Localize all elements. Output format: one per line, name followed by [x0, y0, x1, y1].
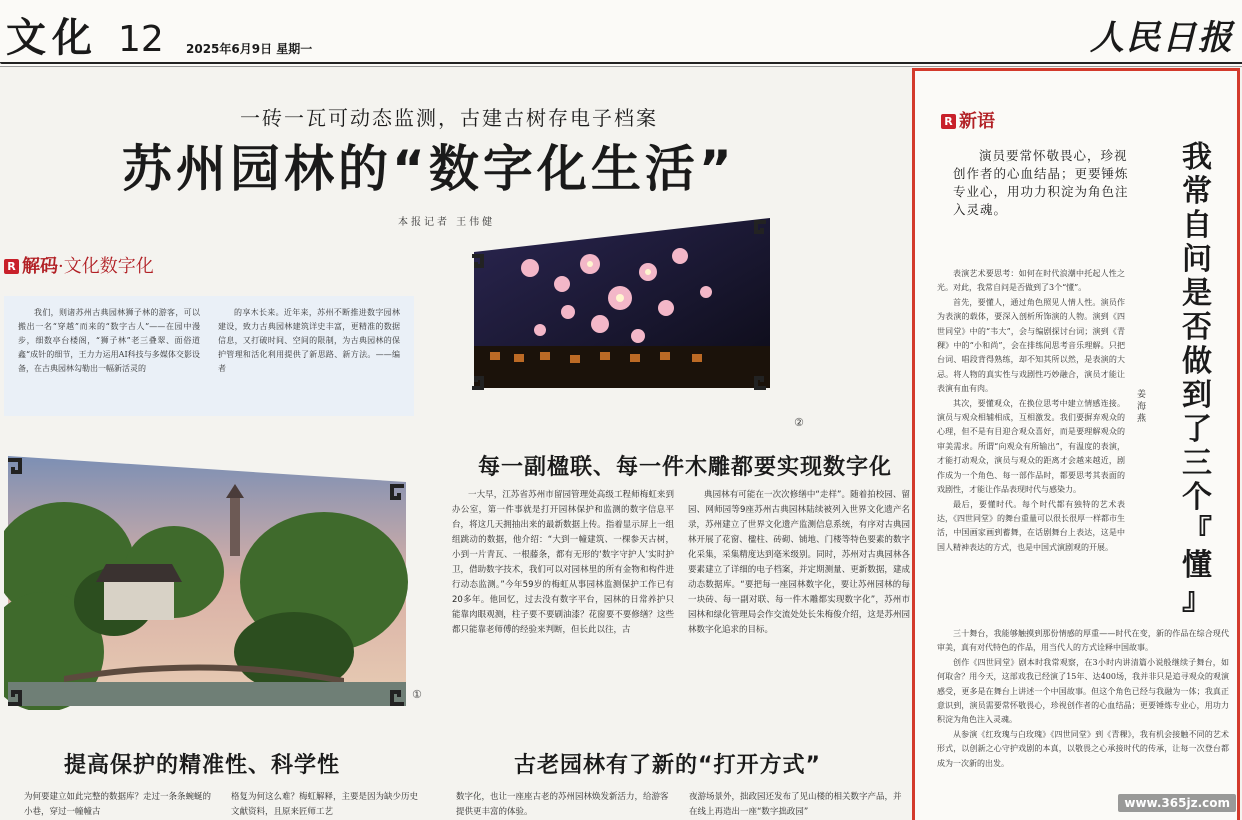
commentary-title-glyph: 到: [1182, 378, 1212, 413]
column-sub: ·文化数字化: [58, 256, 154, 277]
commentary-title-glyph: 是: [1182, 276, 1212, 311]
section-1-title: 每一副楹联、每一件木雕都要实现数字化: [478, 455, 893, 480]
section-1-body: [452, 488, 910, 704]
commentary-body: [937, 267, 1125, 555]
commentary-tag: [941, 107, 995, 133]
commentary-title-glyph: 『: [1182, 514, 1212, 549]
lead-byline: 本报记者 王伟健: [398, 217, 496, 228]
commentary-badge-icon: R: [941, 114, 956, 129]
commentary-title-glyph: 三: [1182, 446, 1212, 481]
commentary-paragraph: 其次，要懂观众，在换位思考中建立情感连接。演员与观众相辅相成，互相激发。我们要摒弃观众的心理，但不是有目迎合观众喜好，而是要理解观众的审美需求。所谓“向观众有所输出”，有温度的表演，才能打动观众，演员与观众的距离才会越来越近，剧作成为一个角色、每一部作品时，都要思考其表面的戏剧性，才能让作品表现时代与感染力。: [937, 398, 1125, 495]
photo-2-number: ②: [794, 416, 804, 429]
commentary-paragraph: 三十舞台，我能够触摸到那份情感的厚重——时代在变，新的作品在综合现代审美，真有对代特色的作品，用当代人的方式诠释中国故事。: [937, 629, 1229, 653]
commentary-title-glyph: 做: [1182, 344, 1212, 379]
commentary-title-glyph: 常: [1182, 174, 1212, 209]
page-number: 12: [118, 19, 164, 60]
section-1-col-1: 一大早，江苏省苏州市留园管理处高级工程师梅虹来到办公室，第一件事就是打开园林保护和监测的数字信息平台，将这几天拥抽出来的最新数据上传。指着显示屏上一组组跳动的数据，他介绍：“大到一幢建筑、一棵参天古树，小到一片青瓦、一根藤条，都有无形的‘数字守护人’实时护卫，借助数字技术，我们可以对园林里的所有金物和构件进行动态监测。”今年59岁的梅虹从事园林监测保护工作已有20多年。他回忆，过去没有数字平台，园林的日常养护只能靠肉眼观测，柱子要不要刷油漆？花窗要不要修缮？这些都只能靠老师傅的经验来判断，但长此以往，古: [452, 490, 674, 635]
commentary-title-glyph: 自: [1182, 208, 1212, 243]
commentary-author: 姜海燕: [1137, 390, 1147, 424]
commentary-paragraph: 表演艺术要思考：如何在时代浪潮中托起人性之光。对此，我常自问是否做到了3个“懂”。: [937, 269, 1125, 293]
commentary-title-glyph: 』: [1182, 582, 1212, 617]
commentary-tag-name: 新语: [959, 111, 995, 132]
commentary-title-glyph: 问: [1182, 242, 1212, 277]
section-2-col-1: 为何要建立如此完整的数据库？走过一条条蜿蜒的小巷，穿过一幢幢古: [24, 792, 212, 817]
commentary-paragraph: 从参演《红玫瑰与白玫瑰》《四世同堂》到《青稞》，我有机会接触不同的艺术形式，以创新之心守护戏剧的本真，以敬畏之心承接时代的传承，让每一次登台都成为一次新的出发。: [937, 729, 1229, 768]
commentary-title-glyph: 了: [1182, 412, 1212, 447]
intro-col-1: 我们，则诸苏州古典园林狮子林的游客，可以搬出一名“穿越”而来的“数字古人”——在园中漫步，细数亭台楼阁，“狮子林”老三叠翠、面俗道鑫“成针的细节，王力力运用AI科技与多媒体交影设备，在古典园林勾勒出一幅新活灵的: [18, 308, 200, 373]
commentary-box: [912, 68, 1240, 820]
commentary-paragraph: 最后，要懂时代。每个时代都有独特的艺术表达，《四世同堂》的舞台重量可以很长很厚一样都市生活，中国画家画到蓄舞，在话剧舞台上表达，这是中国人精神表达的方式，也是中国式演剧观的开展。: [937, 499, 1125, 552]
section-3-col-1: 数字化，也让一座座古老的苏州园林焕发新活力，给游客提供更丰富的体验。: [456, 792, 669, 817]
section-2-col-2: 格复为何这么难？梅虹解释，主要是因为缺少历史文献资料，且原来匠师工艺: [231, 792, 419, 817]
photo-night-garden: [470, 212, 776, 398]
section-3-col-2: 夜游场景外，拙政园还发布了见山楼的相关数字产品，并在线上再造出一座“数字拙政园”: [689, 792, 902, 817]
photo-1-number: ①: [412, 688, 422, 701]
newspaper-logo: 人民日报: [1090, 18, 1234, 58]
masthead-rule-thin: [0, 66, 1242, 67]
section-2-title: 提高保护的精准性、科学性: [64, 753, 341, 778]
commentary-body-wide: [937, 627, 1229, 820]
commentary-title-glyph: 懂: [1182, 548, 1212, 583]
lead-kicker: 一砖一瓦可动态监测，古建古树存电子档案: [240, 106, 658, 130]
commentary-quote: 演员要常怀敬畏心，珍视创作者的心血结晶；更要锤炼专业心，用功力积淀为角色注入灵魂。: [953, 148, 1129, 217]
commentary-title-glyph: 个: [1182, 480, 1212, 515]
intro-col-2: 的享木长来。近年来，苏州不断推进数字园林建设，致力古典园林建筑详史丰富，更精准的数据信息，又打破时间、空间的限制，为古典园林的保护管理和活化利用提供了新思路、新方法。——编者: [218, 308, 400, 373]
commentary-title-glyph: 我: [1182, 140, 1212, 175]
masthead: [0, 0, 1242, 66]
column-badge-icon: R: [4, 259, 19, 274]
photo-garden-pagoda: [4, 452, 410, 710]
commentary-paragraph: 创作《四世同堂》剧本时我常观察，在3小时内讲清篇小说般继续子舞台，如何取舍？用今天，这部戏我已经演了15年、达400场，我并非只是追寻观众的观演感受，更多是在舞台上讲述一个中国故事。但这个角色已经与我融为一体；我真正意识到，演员需要常怀敬畏心，珍视创作者的心血结晶；更要锤炼专业心，用功力积淀为角色注入灵魂。: [937, 657, 1229, 725]
masthead-rule: [0, 62, 1242, 64]
section-3-title: 古老园林有了新的“打开方式”: [514, 753, 821, 778]
section-3-body: [456, 790, 908, 820]
lead-headline: 苏州园林的“数字化生活”: [122, 140, 736, 198]
site-watermark: www.365jz.com: [1118, 794, 1236, 812]
commentary-title: [1177, 141, 1217, 617]
commentary-title-glyph: 否: [1182, 310, 1212, 345]
column-name: 解码: [22, 256, 58, 277]
section-name: 文化: [6, 14, 98, 61]
intro-box: [4, 296, 414, 416]
column-tag: [4, 252, 154, 278]
issue-date: 2025年6月9日 星期一: [186, 42, 313, 56]
section-1-col-2: 典园林有可能在一次次修缮中“走样”。随着拍校园、留园、网师园等9座苏州古典园林陆续被列入世界文化遗产名录，苏州建立了世界文化遗产监测信息系统，有序对古典园林开展了花窗、楹柱、砖砌、铺地、门楼等特色要素的数字化采集，采集精度达到毫米级别。同时，苏州对古典园林各要素建立了详细的电子档案，并定期测量、更新数据，建成动态数据库。“要把每一座园林数字化，要让苏州园林的每一块砖、每一副对联、每一件木雕都实现数字化”，苏州市园林和绿化管理局会作交流处处长朱梅俊介绍，这是苏州园林数字化追求的目标。: [688, 490, 910, 635]
commentary-paragraph: 首先，要懂人，通过角色照见人情人性。演员作为表演的载体，要深入剖析所饰演的人物。演到《四世同堂》中的“韦大”，会与编剧探讨台词；演到《青稞》中的“小和尚”，会在排练间思考音乐理解。只把台词、唱段背得熟练，却不知其所以然，是表演的大忌。将人物的真实性与戏剧性巧妙融合，演员才能让表演有血有肉。: [937, 297, 1125, 394]
section-2-body: [24, 790, 424, 820]
